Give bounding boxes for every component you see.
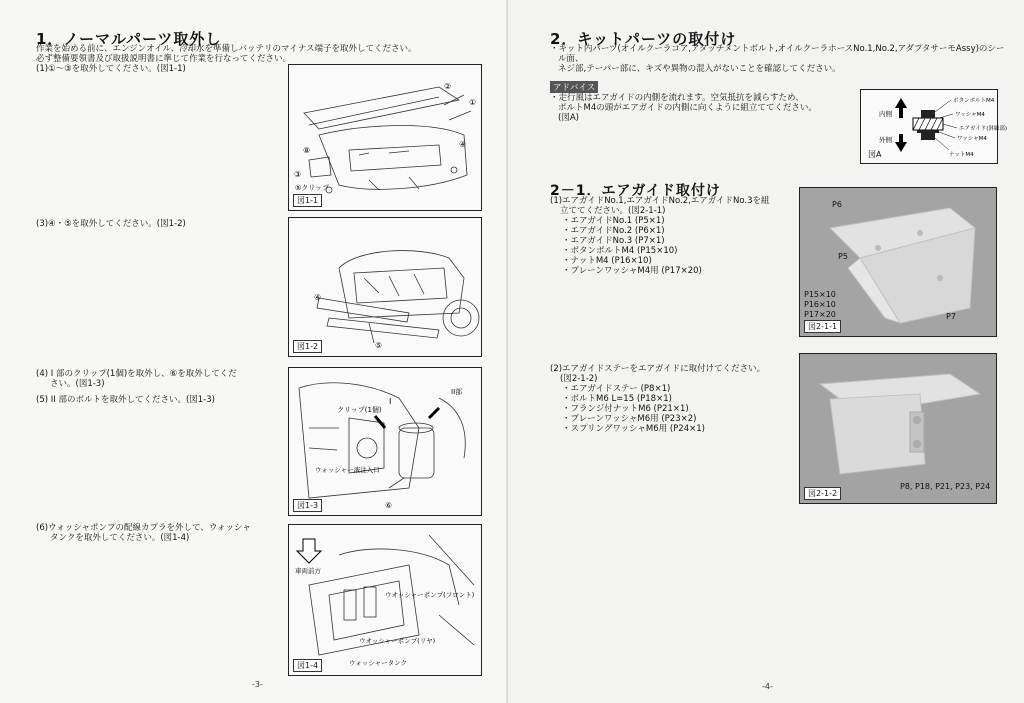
fig2-label-5: ⑤ [375, 341, 383, 350]
fig4-label-front-pump: ウオッシャーポンプ(フロント) [385, 591, 475, 599]
fig4-label-forward: 車両前方 [295, 567, 321, 575]
fig1-label-3: ③ [294, 170, 302, 179]
fig3-label-II: II部 [451, 388, 463, 396]
fig3-label-6: ⑥ [385, 501, 393, 510]
s212-line-2: (図2-1-2) [560, 374, 598, 384]
washer-tank-diagram-drawing [289, 525, 481, 675]
bumper-diagram-drawing [289, 65, 481, 210]
fig1-label-1: ① [469, 98, 477, 107]
right-page [508, 0, 1024, 703]
photo-2-1-2 [799, 353, 997, 504]
fig3-label-washer: ウォッシャー液注入口 [315, 466, 380, 474]
figa-label-washer-2: ワッシャM4 [957, 136, 987, 142]
fig1-label-8: ⑧ [303, 146, 311, 155]
fig1-label-2: ② [444, 82, 452, 91]
s21-line-8: ・プレーンワッシャM4用 (P17×20) [562, 266, 702, 276]
step-6-line-1: (6)ウォッシャポンプの配線カプラを外して、ウォッシャ [36, 523, 251, 533]
photo-2-1-1-caption: 図2-1-1 [804, 320, 841, 333]
section-2-title: 2．キットパーツの取付け [550, 30, 737, 48]
section-1-title: 1．ノーマルパーツ取外し [36, 30, 222, 48]
s212-line-4: ・ボルトM6 L=15 (P18×1) [562, 394, 672, 404]
intro-line-1: 作業を始める前に、エンジンオイル、冷却水を準備しバッテリのマイナス端子を取外してください。 [36, 44, 417, 54]
step-1-text: (1)①～③を取外してください。(図1-1) [36, 64, 186, 74]
figa-label-washer-1: ワッシャM4 [955, 112, 985, 118]
step-4-line-2: さい。(図1-3) [50, 379, 105, 389]
page-number-right: -4- [762, 682, 773, 691]
figure-1-4 [288, 524, 482, 676]
s21-line-1: (1)エアガイドNo.1,エアガイドNo.2,エアガイドNo.3を組 [550, 196, 770, 206]
photo1-label-p7: P7 [946, 312, 956, 321]
intro-line-2: 必ず整備要領書及び取扱説明書に準じて作業を行なってください。 [36, 54, 292, 64]
photo-2-1-2-caption: 図2-1-2 [804, 487, 841, 500]
step-3-text: (3)④・⑤を取外してください。(図1-2) [36, 219, 186, 229]
kit-intro-line-3: ネジ部,テーパー部に、キズや異物の混入がないことを確認してください。 [558, 64, 841, 74]
figure-1-3 [288, 367, 482, 516]
s212-line-6: ・プレーンワッシャM6用 (P23×2) [562, 414, 697, 424]
s21-line-5: ・エアガイドNo.3 (P7×1) [562, 236, 665, 246]
fig2-label-4: ④ [314, 293, 322, 302]
figa-label-air-guide: エアガイド(斜線部) [959, 126, 1008, 132]
fig4-label-rear-pump: ウオッシャーポンプ(リヤ) [359, 637, 436, 645]
air-guide-stay-photo [800, 354, 996, 503]
photo1-label-p15: P15×10 [804, 290, 836, 299]
fig4-label-tank: ウォッシャータンク [349, 659, 407, 667]
outer-arrow-icon [895, 134, 907, 152]
photo-2-1-1 [799, 187, 997, 337]
fig1-label-clip: ⑤クリップ [295, 184, 329, 192]
s212-line-5: ・フランジ付ナットM6 (P21×1) [562, 404, 689, 414]
advice-line-2: ボルトM4の頭がエアガイドの内側に向くように組立ててください。 [558, 103, 817, 113]
figa-label-button-bolt: ボタンボルトM4 [953, 98, 995, 104]
photo1-label-p16: P16×10 [804, 300, 836, 309]
fig3-label-clip: クリップ(1個) [337, 406, 382, 414]
s21-line-4: ・エアガイドNo.2 (P6×1) [562, 226, 665, 236]
left-page [0, 0, 508, 703]
s212-line-7: ・スプリングワッシャM6用 (P24×1) [562, 424, 705, 434]
fig1-label-4: ④ [459, 140, 467, 149]
figure-1-3-caption: 図1-3 [293, 499, 322, 512]
s21-line-2: 立ててください。(図2-1-1) [560, 206, 666, 216]
photo1-label-p5: P5 [838, 252, 848, 261]
kit-intro-line-1: ・キット内パーツ(オイルクーラコア,アタッチメントボルト,オイルクーラホースNo.1,No.2,アダプタサーモAssy)のシー [550, 44, 1005, 54]
s21-line-6: ・ボタンボルトM4 (P15×10) [562, 246, 678, 256]
figure-a [860, 89, 1008, 164]
figure-1-2 [288, 217, 482, 357]
s21-line-7: ・ナットM4 (P16×10) [562, 256, 652, 266]
figure-1-1-caption: 図1-1 [293, 194, 322, 207]
advice-label: アドバイス [550, 81, 598, 93]
figa-label-nut: ナットM4 [949, 152, 974, 158]
figa-label-outer: 外側 [879, 136, 892, 144]
inner-arrow-icon [895, 98, 907, 118]
kit-intro-line-2: ル面、 [558, 54, 584, 64]
front-end-diagram-drawing [289, 218, 481, 356]
step-5-text: (5) II 部のボルトを取外してください。(図1-3) [36, 395, 215, 405]
figure-a-caption: 図A [868, 150, 882, 159]
fig3-label-I: I [389, 397, 392, 406]
advice-line-1: ・走行風はエアガイドの内側を流れます。空気抵抗を減らすため、 [550, 93, 804, 103]
step-4-line-1: (4) I 部のクリップ(1個)を取外し、⑥を取外してくだ [36, 369, 237, 379]
s212-line-1: (2)エアガイドステーをエアガイドに取付けてください。 [550, 364, 766, 374]
s212-line-3: ・エアガイドステー (P8×1) [562, 384, 671, 394]
page-number-left: -3- [252, 680, 263, 689]
figure-1-4-caption: 図1-4 [293, 659, 322, 672]
section-2-1-title: 2－1．エアガイド取付け [550, 183, 721, 199]
photo2-label-parts: P8, P18, P21, P23, P24 [900, 482, 991, 491]
step-6-line-2: タンクを取外してください。(図1-4) [50, 533, 190, 543]
photo1-label-p6: P6 [832, 200, 842, 209]
engine-bay-diagram-drawing [289, 368, 481, 515]
photo1-label-p17: P17×20 [804, 310, 836, 319]
s21-line-3: ・エアガイドNo.1 (P5×1) [562, 216, 665, 226]
forward-arrow-icon [297, 539, 321, 563]
figure-1-1 [288, 64, 482, 211]
advice-line-3: (図A) [558, 113, 579, 123]
figure-1-2-caption: 図1-2 [293, 340, 322, 353]
figa-label-inner: 内側 [879, 110, 892, 118]
